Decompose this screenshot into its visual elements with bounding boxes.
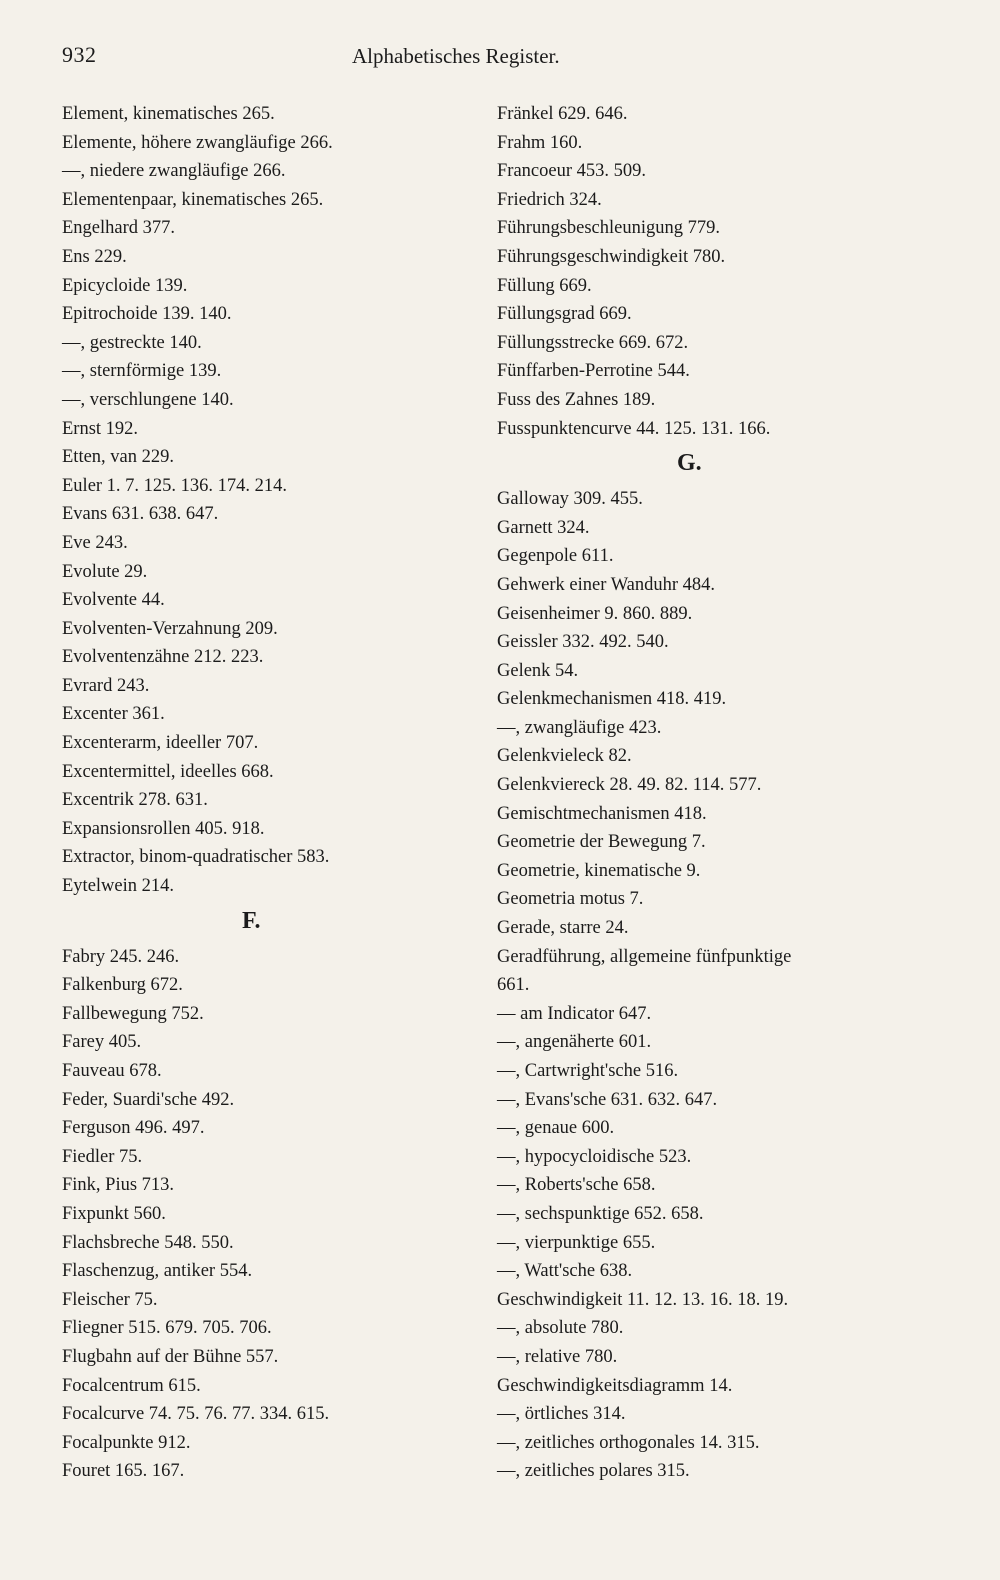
index-entry: Fouret 165. 167.	[62, 1461, 185, 1482]
index-entry: Flugbahn auf der Bühne 557.	[62, 1346, 279, 1367]
index-entry: Excenterarm, ideeller 707.	[62, 733, 259, 754]
index-entry: Farey 405.	[62, 1032, 142, 1053]
index-entry: Euler 1. 7. 125. 136. 174. 214.	[62, 475, 288, 496]
index-entry: —, zwangläufige 423.	[497, 717, 662, 738]
index-entry: Element, kinematisches 265.	[62, 104, 275, 124]
index-entry: Fleischer 75.	[62, 1289, 158, 1310]
index-entry: —, zeitliches orthogonales 14. 315.	[497, 1432, 760, 1453]
index-entry: Gelenk 54.	[497, 660, 579, 681]
index-entry: Evrard 243.	[62, 675, 150, 696]
index-entry: Focalcentrum 615.	[62, 1375, 201, 1396]
index-entry: Garnett 324.	[497, 517, 590, 538]
index-column-right	[497, 100, 937, 1486]
index-entry: —, verschlungene 140.	[62, 389, 234, 410]
index-entry: —, zeitliches polares 315.	[497, 1461, 690, 1482]
index-entry: Fuss des Zahnes 189.	[497, 389, 656, 410]
index-entry: Focalcurve 74. 75. 76. 77. 334. 615.	[62, 1404, 330, 1425]
index-entry: Evolute 29.	[62, 561, 148, 582]
index-entry: Geisenheimer 9. 860. 889.	[497, 603, 693, 624]
section-letter: G.	[677, 450, 702, 477]
index-entry: Evolventen-Verzahnung 209.	[62, 618, 278, 639]
index-entry: Geometrie der Bewegung 7.	[497, 832, 706, 853]
index-entry: Friedrich 324.	[497, 189, 602, 210]
index-entry: Evolventenzähne 212. 223.	[62, 647, 264, 668]
index-entry: Flaschenzug, antiker 554.	[62, 1261, 253, 1282]
section-letter: F.	[242, 907, 261, 934]
index-entry: Gerade, starre 24.	[497, 918, 629, 939]
index-entry: Fallbewegung 752.	[62, 1003, 204, 1024]
index-entry: Fixpunkt 560.	[62, 1203, 166, 1224]
index-entry: Geissler 332. 492. 540.	[497, 632, 669, 653]
index-entry: Galloway 309. 455.	[497, 489, 643, 510]
index-entry: Geschwindigkeitsdiagramm 14.	[497, 1375, 733, 1396]
index-entry: Gelenkvieleck 82.	[497, 746, 632, 767]
index-entry: —, Evans'sche 631. 632. 647.	[497, 1089, 718, 1110]
index-entry: Gegenpole 611.	[497, 546, 614, 567]
index-entry: Epicycloide 139.	[62, 275, 188, 296]
index-entry: Füllung 669.	[497, 275, 592, 296]
index-entry: Fünffarben-Perrotine 544.	[497, 361, 690, 382]
index-entry: Füllungsgrad 669.	[497, 304, 632, 325]
index-entry: Geradführung, allgemeine fünfpunktige	[497, 946, 792, 967]
index-entry: Eve 243.	[62, 532, 128, 553]
index-entry: Feder, Suardi'sche 492.	[62, 1089, 235, 1110]
index-entry: —, genaue 600.	[497, 1118, 615, 1139]
index-entry: Gehwerk einer Wanduhr 484.	[497, 574, 716, 595]
index-entry: Excentermittel, ideelles 668.	[62, 761, 274, 782]
index-entry: Geometria motus 7.	[497, 889, 644, 910]
index-entry: Führungsgeschwindigkeit 780.	[497, 246, 726, 267]
index-entry: —, sechspunktige 652. 658.	[497, 1203, 704, 1224]
index-entry: Ferguson 496. 497.	[62, 1118, 205, 1139]
index-entry: Extractor, binom-quadratischer 583.	[62, 847, 330, 868]
index-entry: Fink, Pius 713.	[62, 1175, 175, 1196]
index-entry: Excenter 361.	[62, 704, 165, 725]
index-entry: —, Watt'sche 638.	[497, 1261, 633, 1282]
page-number: 932	[62, 42, 97, 67]
index-entry: Geometrie, kinematische 9.	[497, 860, 701, 881]
index-entry: Gelenkmechanismen 418. 419.	[497, 689, 727, 710]
index-entry: Evolvente 44.	[62, 590, 165, 611]
index-entry: Geschwindigkeit 11. 12. 13. 16. 18. 19.	[497, 1289, 789, 1310]
index-entry: Evans 631. 638. 647.	[62, 504, 219, 525]
index-entry: Epitrochoide 139. 140.	[62, 304, 232, 325]
index-entry: Gelenkviereck 28. 49. 82. 114. 577.	[497, 775, 762, 796]
index-entry: Fränkel 629. 646.	[497, 104, 628, 124]
index-entry: Fauveau 678.	[62, 1061, 162, 1081]
index-entry: —, hypocycloidische 523.	[497, 1146, 692, 1167]
index-entry: Ens 229.	[62, 246, 127, 267]
index-entry: —, gestreckte 140.	[62, 332, 202, 353]
index-entry: Etten, van 229.	[62, 447, 175, 468]
index-entry: —, örtliches 314.	[497, 1404, 626, 1425]
index-column-left	[62, 100, 472, 1486]
index-entry: Expansionsrollen 405. 918.	[62, 818, 265, 839]
index-entry: —, Roberts'sche 658.	[497, 1175, 656, 1196]
index-entry: — am Indicator 647.	[497, 1003, 652, 1024]
index-entry: Fiedler 75.	[62, 1146, 143, 1167]
index-entry: Flachsbreche 548. 550.	[62, 1232, 234, 1253]
index-entry: Führungsbeschleunigung 779.	[497, 218, 721, 239]
index-entry: Focalpunkte 912.	[62, 1432, 191, 1453]
index-entry: Ernst 192.	[62, 418, 139, 439]
index-entry: —, angenäherte 601.	[497, 1032, 652, 1053]
running-head: Alphabetisches Register.	[352, 44, 560, 68]
index-entry: Füllungsstrecke 669. 672.	[497, 332, 689, 353]
index-entry: Francoeur 453. 509.	[497, 161, 646, 182]
index-entry: —, vierpunktige 655.	[497, 1232, 656, 1253]
index-entry: Elementenpaar, kinematisches 265.	[62, 189, 324, 210]
index-entry: —, Cartwright'sche 516.	[497, 1061, 679, 1081]
index-entry: Fusspunktencurve 44. 125. 131. 166.	[497, 418, 771, 439]
index-entry: Engelhard 377.	[62, 218, 176, 239]
index-entry: 661.	[497, 975, 530, 996]
index-entry: Eytelwein 214.	[62, 876, 175, 897]
index-entry: —, absolute 780.	[497, 1318, 624, 1339]
index-entry: Elemente, höhere zwangläufige 266.	[62, 132, 333, 153]
index-entry: Gemischtmechanismen 418.	[497, 803, 707, 824]
index-entry: —, relative 780.	[497, 1346, 618, 1367]
index-entry: —, sternförmige 139.	[62, 361, 222, 382]
index-entry: Falkenburg 672.	[62, 975, 183, 996]
index-entry: Excentrik 278. 631.	[62, 790, 208, 811]
index-entry: Fabry 245. 246.	[62, 946, 180, 967]
index-entry: Fliegner 515. 679. 705. 706.	[62, 1318, 272, 1339]
index-entry: Frahm 160.	[497, 132, 583, 153]
index-entry: —, niedere zwangläufige 266.	[62, 161, 286, 182]
